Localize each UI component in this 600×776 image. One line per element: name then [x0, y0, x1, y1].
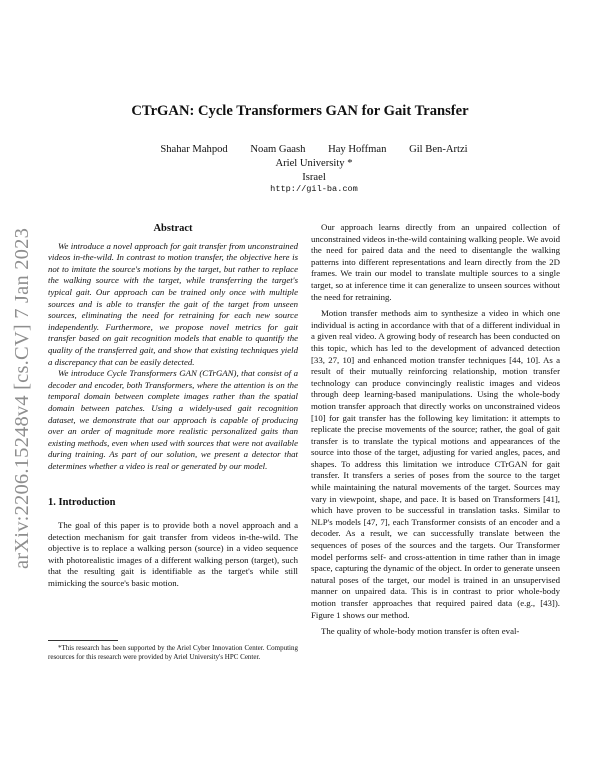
author-list — [104, 143, 524, 157]
body-paragraph: The quality of whole-body motion transfer is often eval- — [321, 626, 520, 637]
footnote — [48, 644, 298, 662]
abstract-paragraph: We introduce Cycle Transformers GAN (CTrGAN), that consist of a decoder and encoder, both Transformers, where the attention is on the temporal domain between complete images rather than the spatial domain between patches. Using a widely-used gait recognition dataset, we demonstrate that our approach is capable of producing over an order of magnitude more realistic personalized gaits than existing methods, even when used with sources that were not available during training. As part of our solution, we present a detector that determines whether a video is real or generated by our model. — [48, 368, 298, 471]
author-name: Shahar Mahpod — [160, 144, 228, 155]
author-block — [104, 143, 524, 185]
affiliation: Ariel University * — [275, 158, 353, 169]
author-name: Hay Hoffman — [328, 144, 387, 155]
project-url[interactable]: http://gil-ba.com — [270, 184, 358, 194]
arxiv-stamp-text: arXiv:2206.15248v4 [cs.CV] 7 Jan 2023 — [11, 227, 34, 569]
body-paragraph: Our approach learns directly from an unpaired collection of unconstrained videos in-the-wild containing walking people. We avoid the need for paired data and the need to disentangle the walking patterns into different representations and learn directly from the 2D frames. We train our model to translate multiple sources to a single target, so at inference time it can generalize to unseen sources without the need for retraining. — [311, 222, 560, 302]
footnote-divider — [48, 640, 118, 641]
right-column — [311, 222, 560, 638]
section-heading-introduction: 1. Introduction — [48, 497, 116, 509]
body-paragraph: Motion transfer methods aim to synthesize a video in which one individual is acting in accordance with that of a different individual in a given real video. A growing body of research has been conducted on this topic, which has led to the development of advanced detection [33, 27, 10] and enhanced motion transfer techniques [44, 10]. As a result of their mutually reinforcing relationship, motion transfer technology can produce convincingly realistic images and videos through deep learning-based manipulations. Using the whole-body motion transfer approach that directly works on unconstrained videos [10] for gait transfer has the following key limitation: it attempts to replicate the precise movements of the source; rather, the goal of gait transfer is to translate the typical motions and appearances of the source into those of the target, adjusting for varied angles, paces, and shapes. To address this limitation we introduce CTrGAN for gait transfer. It transfers a series of poses from the source to the target while maintaining the natural movements of the target. Sources may vary in viewpoint, shape, and pace. It is based on Transformers [41], which have proven to be successful in translation tasks. Similar to NLP's models [47, 7], each Transformer consists of an encoder and a decoder. As a result, we can successfully translate between the sequences of poses of the sources and the targets. Our Transformer model performs self- and cross-attention in time rather than in image space, capturing the dynamic of the object. In order to generate unseen natural poses of the target, our model is trained in an unsupervised manner on unpaired data. This is in contrast to prior whole-body motion transfer approaches that required paired data (e.g., [43]). Figure 1 shows our method. — [311, 308, 560, 620]
left-column — [48, 223, 298, 590]
abstract-heading: Abstract — [153, 223, 193, 234]
abstract-body — [48, 241, 298, 473]
intro-paragraph: The goal of this paper is to provide both a novel approach and a detection mechanism for gait transfer from videos in-the-wild. The objective is to replace a walking person (source) in a video sequence with photorealistic images of a different walking person (target), such that the resulting gait is identifiable as the target's while still mimicking the source's basic motion. — [48, 520, 298, 589]
arxiv-identifier-stamp — [6, 228, 40, 568]
abstract-paragraph: We introduce a novel approach for gait transfer from unconstrained videos in-the-wild. In contrast to motion transfer, the objective here is not to imitate the source's motions by the target, but rather to replace the walking source with the target, while transferring the target's typical gait. Our approach can be trained only once with multiple sources and is able to transfer the gait of the target from unseen sources, eliminating the need for retraining for each new source independently. Furthermore, we propose novel metrics for gait transfer based on gait recognition models that enable to quantify the quality of the transferred gait, and show that existing techniques yield a discrepancy that can be easily detected. — [48, 240, 298, 367]
country: Israel — [302, 172, 326, 183]
paper-title: CTrGAN: Cycle Transformers GAN for Gait Transfer — [131, 103, 469, 119]
author-name: Noam Gaash — [250, 144, 306, 155]
author-name: Gil Ben-Artzi — [409, 144, 468, 155]
footnote-text: *This research has been supported by the Ariel Cyber Innovation Center. Computing resources for this research were provided by Ariel University's HPC Center. — [48, 644, 298, 661]
